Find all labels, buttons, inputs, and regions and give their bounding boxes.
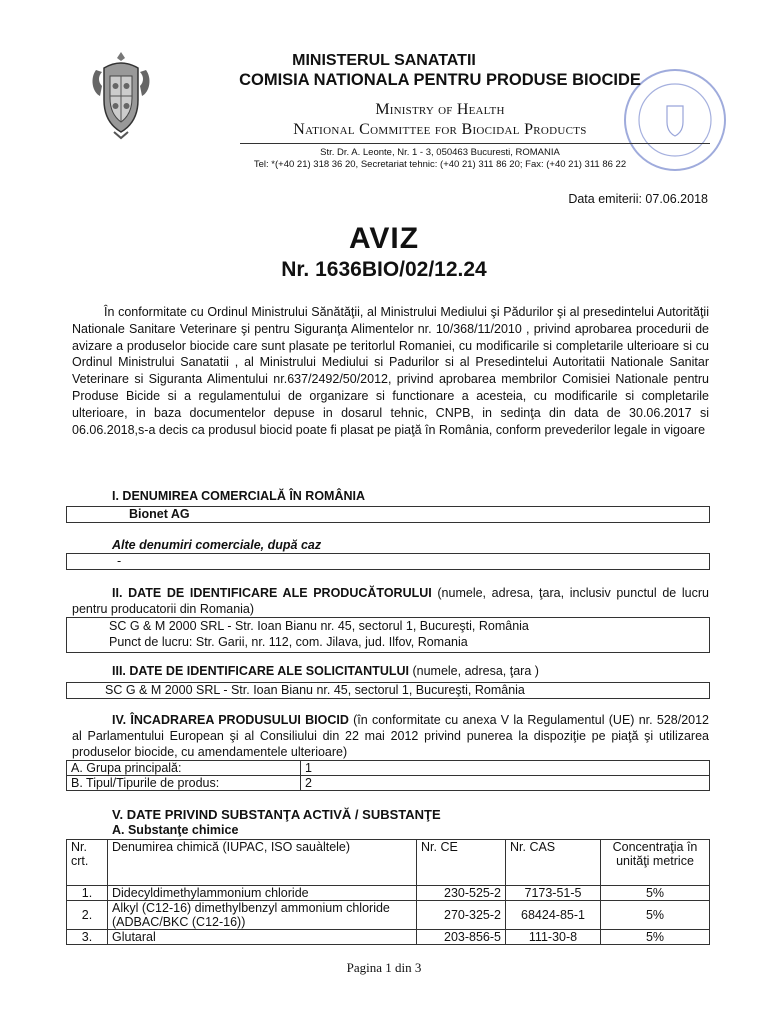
commission-name-ro: COMISIA NATIONALA PENTRU PRODUSE BIOCIDE: [239, 71, 641, 89]
table-row: [67, 761, 710, 776]
cell-name: Didecyldimethylammonium chloride: [108, 886, 417, 901]
cell-cas: 7173-51-5: [506, 886, 601, 901]
classification-table: [66, 760, 710, 791]
cell-name: Glutaral: [108, 930, 417, 945]
cell-nr: 1.: [67, 886, 108, 901]
section-5-heading: V. DATE PRIVIND SUBSTANŢA ACTIVĂ / SUBSTANŢE: [112, 807, 441, 822]
section-3-heading: III. DATE DE IDENTIFICARE ALE SOLICITANTULUI: [112, 664, 409, 678]
section-2-heading-block: [72, 585, 709, 617]
section-4-note: (în conformitate cu anexa V la Regulamentul (UE) nr. 528/2012 al Parlamentului European şi al Consiliului din 22 mai 2012 privind punerea la dispoziţie pe piaţă şi utilizarea produselor biocide, cu amendamentele ulterioare): [72, 713, 710, 759]
table-row: [67, 901, 710, 930]
intro-paragraph: [72, 304, 709, 438]
commission-name-en: National Committee for Biocidal Products: [293, 121, 587, 138]
column-header: Nr. crt.: [67, 840, 108, 886]
table-header-row: [67, 840, 710, 886]
section-2-note: (numele, adresa, ţara, inclusiv punctul de lucru pentru producatorii din Romania): [72, 586, 709, 616]
classification-label: B. Tipul/Tipurile de produs:: [67, 776, 301, 791]
cell-nr: 3.: [67, 930, 108, 945]
ministry-name-ro: MINISTERUL SANATATII: [292, 52, 476, 69]
producer-box: [66, 617, 710, 653]
cell-concentration: 5%: [601, 886, 710, 901]
column-header: Concentraţia în unităţi metrice: [601, 840, 710, 886]
cell-ce: 203-856-5: [417, 930, 506, 945]
section-3-note: (numele, adresa, ţara ): [409, 664, 539, 678]
applicant-line-1: SC G & M 2000 SRL - Str. Ioan Bianu nr. 45, sectorul 1, Bucureşti, România: [105, 683, 525, 697]
cell-nr: 2.: [67, 901, 108, 930]
address-line: Str. Dr. A. Leonte, Nr. 1 - 3, 050463 Bucuresti, ROMANIA: [320, 147, 560, 158]
classification-value: 1: [301, 761, 710, 776]
trade-name-box: [66, 506, 710, 523]
section-4-heading: IV. ÎNCADRAREA PRODUSULUI BIOCID: [112, 713, 349, 727]
page-footer: Pagina 1 din 3: [346, 960, 422, 975]
trade-name-value: Bionet AG: [129, 507, 190, 521]
column-header: Nr. CE: [417, 840, 506, 886]
table-row: [67, 930, 710, 945]
section-5-subheading: A. Substanţe chimice: [112, 823, 239, 837]
cell-concentration: 5%: [601, 901, 710, 930]
section-2-heading: II. DATE DE IDENTIFICARE ALE PRODUCĂTORULUI: [112, 586, 432, 600]
substances-table: [66, 839, 710, 945]
table-row: [67, 886, 710, 901]
producer-line-1: SC G & M 2000 SRL - Str. Ioan Bianu nr. 45, sectorul 1, Bucureşti, România: [109, 619, 529, 633]
cell-cas: 68424-85-1: [506, 901, 601, 930]
table-row: [67, 776, 710, 791]
ministry-name-en: Ministry of Health: [375, 101, 505, 118]
classification-value: 2: [301, 776, 710, 791]
issue-date: Data emiterii: 07.06.2018: [568, 192, 708, 206]
producer-line-2: Punct de lucru: Str. Garii, nr. 112, com. Jilava, jud. Ilfov, Romania: [109, 635, 468, 649]
contact-line: Tel: *(+40 21) 318 36 20, Secretariat tehnic: (+40 21) 311 86 20; Fax: (+40 21) 311 86 22: [253, 159, 627, 170]
classification-label: A. Grupa principală:: [67, 761, 301, 776]
document-number: Nr. 1636BIO/02/12.24: [281, 258, 487, 281]
cell-ce: 270-325-2: [417, 901, 506, 930]
section-3-heading-block: [112, 664, 539, 678]
section-1-heading: I. DENUMIREA COMERCIALĂ ÎN ROMÂNIA: [112, 489, 366, 503]
column-header: Denumirea chimică (IUPAC, ISO sauàltele): [108, 840, 417, 886]
cell-cas: 111-30-8: [506, 930, 601, 945]
cell-concentration: 5%: [601, 930, 710, 945]
column-header: Nr. CAS: [506, 840, 601, 886]
cell-ce: 230-525-2: [417, 886, 506, 901]
document-title: AVIZ: [348, 222, 420, 255]
section-4-heading-block: [72, 712, 709, 760]
intro-text: În conformitate cu Ordinul Ministrului Sănătăţii, al Ministrului Mediului şi Pădurilor şi al presedintelui Autorităţii Nationale Sanitare Veterinare şi pentru Siguranţa Alimentelor nr. 10/368/11/2010 , privind aprobarea procedurii de avizare a produselor biocide care sunt plasate pe teritorlul Romaniei, cu modificarile si completarile ulterioare si cu Ordinul Ministrului Sanatatii , al Ministrului Mediului si Padurilor si al Presedintelui Autoritatii Nationale Sanitar Veterinare si Siguranta Alimentului nr.637/2492/50/2012, privind aprobarea membrilor Comisiei Nationale pentru Produse Bicide si a regulamentului de organizare si functionare a acesteia, cu modificarile si completarile ulterioare, in baza documentelor depuse in dosarul tehnic, CNPB, in sedinţa din data de 30.06.2017 si 06.06.2018,s-a decis ca produsul biocid poate fi plasat pe piaţă în România, conform prevederilor legale in vigoare: [72, 305, 709, 437]
cell-name: Alkyl (C12-16) dimethylbenzyl ammonium chloride (ADBAC/BKC (C12-16)): [108, 901, 417, 930]
alt-names-heading: Alte denumiri comerciale, după caz: [112, 538, 322, 552]
alt-names-value: -: [117, 554, 122, 568]
alt-names-box: [66, 553, 710, 570]
header-divider: [240, 143, 710, 144]
applicant-box: [66, 682, 710, 699]
header-address-block: [180, 147, 700, 171]
